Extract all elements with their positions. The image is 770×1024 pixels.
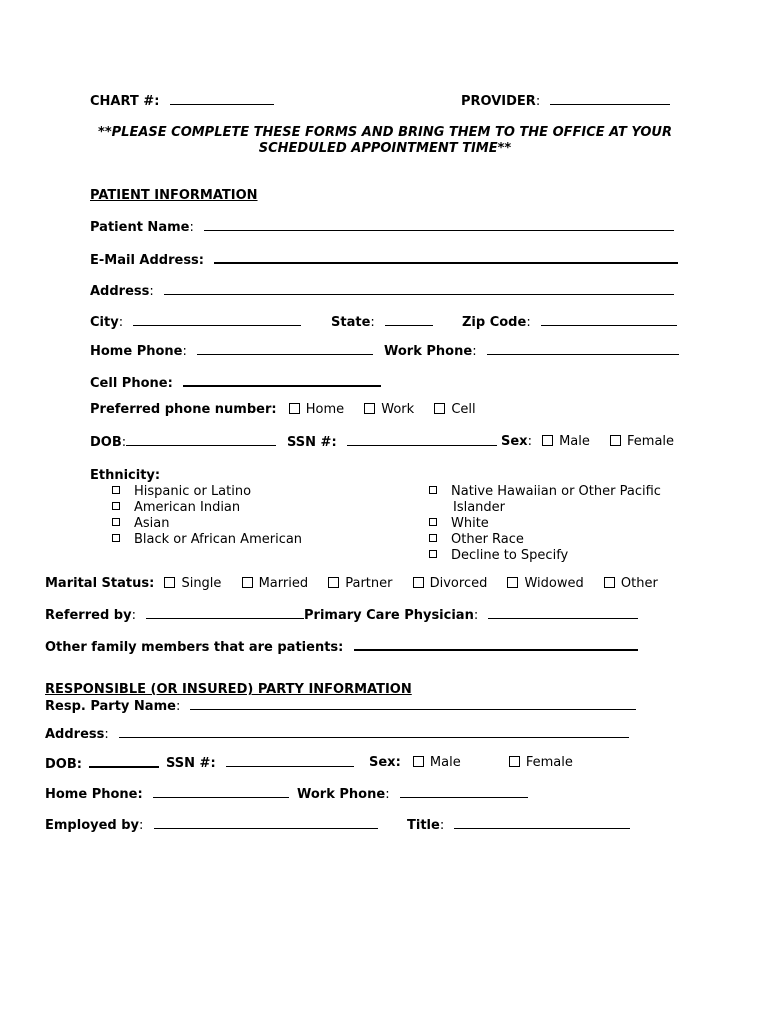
zip-field: Zip Code: bbox=[462, 314, 677, 331]
ethnicity-right-list bbox=[429, 484, 661, 564]
resp-party-name-label: Resp. Party Name bbox=[45, 699, 176, 714]
zip-label: Zip Code bbox=[462, 315, 527, 330]
provider-label: PROVIDER bbox=[461, 94, 536, 109]
resp-home-phone-label: Home Phone: bbox=[45, 787, 143, 802]
marital-widowed-label: Widowed bbox=[524, 576, 584, 591]
ethnicity-left-list bbox=[112, 484, 302, 548]
resp-title-field: Title: bbox=[407, 817, 630, 834]
resp-sex-label: Sex: bbox=[369, 755, 401, 770]
email-label: E-Mail Address: bbox=[90, 253, 204, 268]
resp-party-name-field: Resp. Party Name: bbox=[45, 698, 636, 715]
preferred-phone-field bbox=[90, 402, 476, 418]
ethnicity-option-label: Other Race bbox=[451, 532, 524, 547]
ethnicity-checkbox[interactable] bbox=[112, 486, 120, 494]
ethnicity-option-label: Asian bbox=[134, 516, 170, 531]
marital-single-label: Single bbox=[181, 576, 222, 591]
pcp-input[interactable] bbox=[488, 607, 638, 619]
email-input[interactable] bbox=[214, 251, 678, 264]
resp-title-label: Title bbox=[407, 818, 440, 833]
notice-line-2: SCHEDULED APPOINTMENT TIME** bbox=[258, 141, 512, 156]
work-phone-label: Work Phone bbox=[384, 344, 473, 359]
pcp-field: Primary Care Physician: bbox=[304, 607, 638, 624]
resp-dob-label: DOB: bbox=[45, 757, 82, 772]
city-label: City bbox=[90, 315, 119, 330]
email-field bbox=[90, 251, 678, 269]
marital-other-checkbox[interactable] bbox=[604, 577, 615, 588]
notice-line-1: **PLEASE COMPLETE THESE FORMS AND BRING THEM TO THE OFFICE AT YOUR bbox=[98, 125, 672, 140]
family-members-input[interactable] bbox=[354, 638, 638, 651]
chart-number-label: CHART #: bbox=[90, 94, 160, 109]
ethnicity-option-label: American Indian bbox=[134, 500, 241, 515]
ethnicity-option bbox=[429, 484, 661, 500]
ethnicity-option-label: Decline to Specify bbox=[451, 548, 569, 563]
sex-label: Sex bbox=[501, 434, 528, 449]
resp-work-phone-label: Work Phone bbox=[297, 787, 386, 802]
ethnicity-option bbox=[112, 500, 302, 516]
resp-home-phone-field bbox=[45, 786, 289, 803]
marital-divorced-label: Divorced bbox=[429, 576, 488, 591]
resp-ssn-label: SSN #: bbox=[166, 756, 216, 771]
ssn-label: SSN #: bbox=[287, 435, 337, 450]
ssn-input[interactable] bbox=[347, 434, 497, 446]
resp-sex-male-label: Male bbox=[429, 755, 461, 770]
employed-by-label: Employed by bbox=[45, 818, 140, 833]
referred-by-field: Referred by: bbox=[45, 607, 304, 624]
marital-divorced-checkbox[interactable] bbox=[413, 577, 424, 588]
ethnicity-checkbox[interactable] bbox=[112, 518, 120, 526]
preferred-home-label: Home bbox=[305, 402, 345, 417]
city-field: City: bbox=[90, 314, 301, 331]
home-phone-input[interactable] bbox=[197, 343, 373, 355]
resp-ssn-field bbox=[166, 755, 354, 772]
address-label: Address bbox=[90, 284, 150, 299]
employed-by-field: Employed by: bbox=[45, 817, 378, 834]
resp-sex-male-checkbox[interactable] bbox=[413, 756, 424, 767]
sex-male-checkbox[interactable] bbox=[542, 435, 553, 446]
ethnicity-option-label: White bbox=[451, 516, 489, 531]
work-phone-field: Work Phone: bbox=[384, 343, 679, 360]
state-label: State bbox=[331, 315, 371, 330]
resp-party-name-input[interactable] bbox=[190, 698, 636, 710]
referred-by-input[interactable] bbox=[146, 607, 304, 619]
family-members-label: Other family members that are patients: bbox=[45, 640, 344, 655]
ethnicity-checkbox[interactable] bbox=[429, 550, 437, 558]
work-phone-input[interactable] bbox=[487, 343, 679, 355]
marital-married-label: Married bbox=[258, 576, 309, 591]
preferred-work-label: Work bbox=[381, 402, 415, 417]
resp-ssn-input[interactable] bbox=[226, 755, 354, 767]
resp-address-field: Address: bbox=[45, 726, 629, 743]
patient-info-heading: PATIENT INFORMATION bbox=[90, 188, 258, 203]
patient-name-field: Patient Name: bbox=[90, 219, 674, 236]
employed-by-input[interactable] bbox=[154, 817, 378, 829]
marital-married-checkbox[interactable] bbox=[242, 577, 253, 588]
dob-input[interactable] bbox=[126, 434, 276, 446]
resp-address-input[interactable] bbox=[119, 726, 629, 738]
state-field: State: bbox=[331, 314, 433, 331]
provider-input[interactable] bbox=[550, 93, 670, 105]
marital-widowed-checkbox[interactable] bbox=[507, 577, 518, 588]
pcp-label: Primary Care Physician bbox=[304, 608, 474, 623]
resp-home-phone-input[interactable] bbox=[153, 786, 289, 798]
sex-field: Sex: Male Female bbox=[501, 434, 675, 449]
preferred-phone-label: Preferred phone number: bbox=[90, 402, 277, 417]
resp-sex-female-label: Female bbox=[525, 755, 573, 770]
ethnicity-option-label: Black or African American bbox=[134, 532, 303, 547]
family-members-field bbox=[45, 638, 638, 656]
chart-number-field bbox=[90, 93, 274, 110]
marital-single-checkbox[interactable] bbox=[164, 577, 175, 588]
zip-input[interactable] bbox=[541, 314, 677, 326]
home-phone-label: Home Phone bbox=[90, 344, 183, 359]
resp-address-label: Address bbox=[45, 727, 105, 742]
marital-other-label: Other bbox=[620, 576, 658, 591]
dob-field: DOB: bbox=[90, 434, 276, 451]
preferred-cell-label: Cell bbox=[451, 402, 476, 417]
ethnicity-checkbox[interactable] bbox=[112, 534, 120, 542]
ethnicity-checkbox[interactable] bbox=[429, 534, 437, 542]
ethnicity-checkbox[interactable] bbox=[112, 502, 120, 510]
sex-female-checkbox[interactable] bbox=[610, 435, 621, 446]
resp-sex-female-checkbox[interactable] bbox=[509, 756, 520, 767]
resp-work-phone-field: Work Phone: bbox=[297, 786, 528, 803]
responsible-party-heading: RESPONSIBLE (OR INSURED) PARTY INFORMATION bbox=[45, 682, 412, 697]
resp-work-phone-input[interactable] bbox=[400, 786, 528, 798]
ethnicity-option bbox=[112, 516, 302, 532]
chart-number-input[interactable] bbox=[170, 93, 274, 105]
resp-dob-field bbox=[45, 755, 159, 773]
provider-field: PROVIDER: bbox=[461, 93, 670, 110]
preferred-home-checkbox[interactable] bbox=[289, 403, 300, 414]
ethnicity-option bbox=[429, 532, 661, 548]
ethnicity-option-label: Native Hawaiian or Other Pacific bbox=[451, 484, 661, 499]
marital-partner-checkbox[interactable] bbox=[328, 577, 339, 588]
home-phone-field: Home Phone: bbox=[90, 343, 373, 360]
ethnicity-option-label-cont: Islander bbox=[453, 500, 506, 515]
cell-phone-input[interactable] bbox=[183, 374, 381, 387]
city-input[interactable] bbox=[133, 314, 301, 326]
ssn-field bbox=[287, 434, 497, 451]
cell-phone-field bbox=[90, 374, 381, 392]
instructions-notice bbox=[90, 125, 680, 157]
dob-label: DOB bbox=[90, 435, 122, 450]
marital-status-label: Marital Status: bbox=[45, 576, 155, 591]
preferred-cell-checkbox[interactable] bbox=[434, 403, 445, 414]
ethnicity-option bbox=[112, 484, 302, 500]
resp-dob-input[interactable] bbox=[89, 755, 159, 768]
address-input[interactable] bbox=[164, 283, 674, 295]
patient-name-input[interactable] bbox=[204, 219, 674, 231]
ethnicity-option bbox=[112, 532, 302, 548]
sex-female-label: Female bbox=[627, 434, 675, 449]
address-field: Address: bbox=[90, 283, 674, 300]
marital-status-field bbox=[45, 576, 658, 592]
preferred-work-checkbox[interactable] bbox=[364, 403, 375, 414]
ethnicity-option bbox=[429, 516, 661, 532]
sex-male-label: Male bbox=[559, 434, 590, 449]
state-input[interactable] bbox=[385, 314, 433, 326]
resp-sex-field bbox=[369, 755, 573, 771]
ethnicity-checkbox[interactable] bbox=[429, 486, 437, 494]
referred-by-label: Referred by bbox=[45, 608, 132, 623]
marital-partner-label: Partner bbox=[345, 576, 393, 591]
ethnicity-option-label: Hispanic or Latino bbox=[134, 484, 252, 499]
cell-phone-label: Cell Phone: bbox=[90, 376, 173, 391]
ethnicity-checkbox[interactable] bbox=[429, 518, 437, 526]
resp-title-input[interactable] bbox=[454, 817, 630, 829]
ethnicity-option bbox=[429, 548, 661, 564]
ethnicity-label: Ethnicity: bbox=[90, 468, 161, 483]
patient-name-label: Patient Name bbox=[90, 220, 190, 235]
